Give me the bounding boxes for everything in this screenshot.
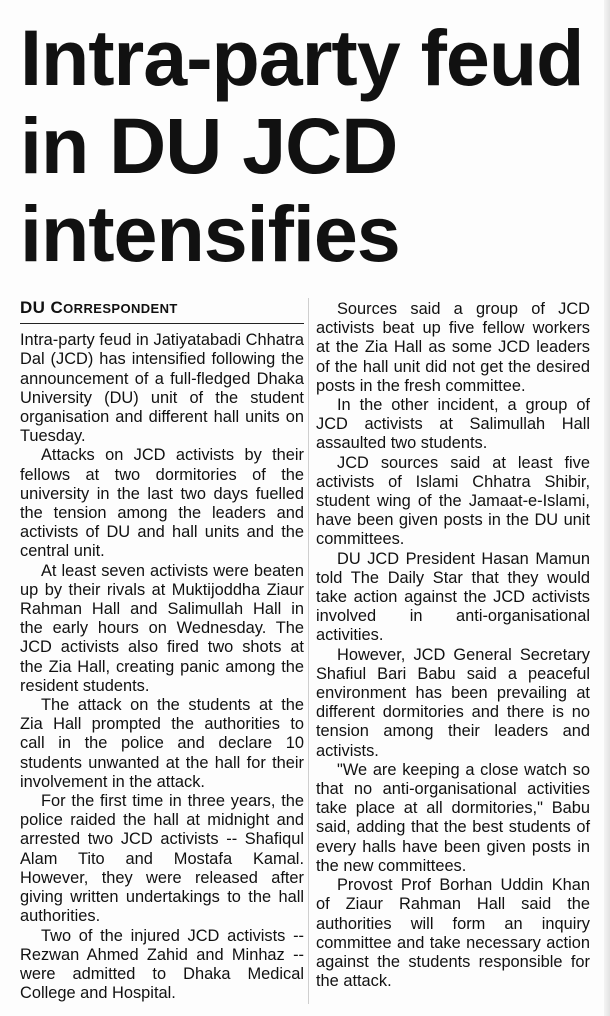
byline-cap: DU C <box>20 298 64 317</box>
paragraph: DU JCD President Hasan Mamun told The Daily Star that they would take action against the JCD activists involved in anti-organisational activities. <box>316 549 590 645</box>
paragraph: Attacks on JCD activists by their fellows at two dormitories of the university in the last two days fuelled the tension among the leaders and activists of DU and hall units and the central unit. <box>20 446 304 561</box>
page-edge <box>604 0 610 1016</box>
paragraph: Two of the injured JCD activists -- Rezwan Ahmed Zahid and Minhaz -- were admitted to Dhaka Medical College and Hospital. <box>20 926 304 1003</box>
headline-line: Intra-party feud <box>20 13 584 102</box>
headline-line: in DU JCD <box>20 101 398 190</box>
paragraph: At least seven activists were beaten up by their rivals at Muktijoddha Ziaur Rahman Hall and Salimullah Hall in the early hours on Wednesday. The JCD activists also fired two shots at the Zia Hall, creating panic among the resident students. <box>20 561 304 695</box>
paragraph: The attack on the students at the Zia Hall prompted the authorities to call in the police and declare 10 students unwanted at the hall for their involvement in the attack. <box>20 696 304 791</box>
right-column <box>316 300 590 991</box>
paragraph: For the first time in three years, the police raided the hall at midnight and arrested two JCD activists -- Shafiqul Alam Tito and Mostafa Kamal. However, they were released after giving written undertakings to the hall authorities. <box>20 792 304 926</box>
paragraph: JCD sources said at least five activists of Islami Chhatra Shibir, student wing of the Jamaat-e-Islami, have been given posts in the DU unit committees. <box>316 453 590 549</box>
paragraph: Provost Prof Borhan Uddin Khan of Ziaur Rahman Hall said the authorities will form an inquiry committee and take necessary action against the students responsible for the attack. <box>316 876 590 991</box>
paragraph: In the other incident, a group of JCD activists at Salimullah Hall assaulted two students. <box>316 396 590 453</box>
headline-line: intensifies <box>20 189 400 278</box>
headline <box>20 14 600 278</box>
paragraph: Sources said a group of JCD activists beat up five fellow workers at the Zia Hall as some JCD leaders of the hall unit did not get the desired posts in the fresh committee. <box>316 300 590 395</box>
left-column <box>20 298 304 1003</box>
byline-rest: ORRESPONDENT <box>63 301 178 316</box>
paragraph: However, JCD General Secretary Shafiul Bari Babu said a peaceful environment has been prevailing at different dormitories and there is no tension among their leaders and activists. <box>316 645 590 760</box>
column-divider <box>308 298 309 1004</box>
paragraph: Intra-party feud in Jatiyatabadi Chhatra Dal (JCD) has intensified following the announcement of a full-fledged Dhaka University (DU) unit of the student organisation and different hall units on Tuesday. <box>20 331 304 446</box>
paragraph: "We are keeping a close watch so that no anti-organisational activities take place at all dormitories," Babu said, adding that the best students of every halls have been given posts in the new committees. <box>316 760 590 875</box>
byline <box>20 298 304 324</box>
